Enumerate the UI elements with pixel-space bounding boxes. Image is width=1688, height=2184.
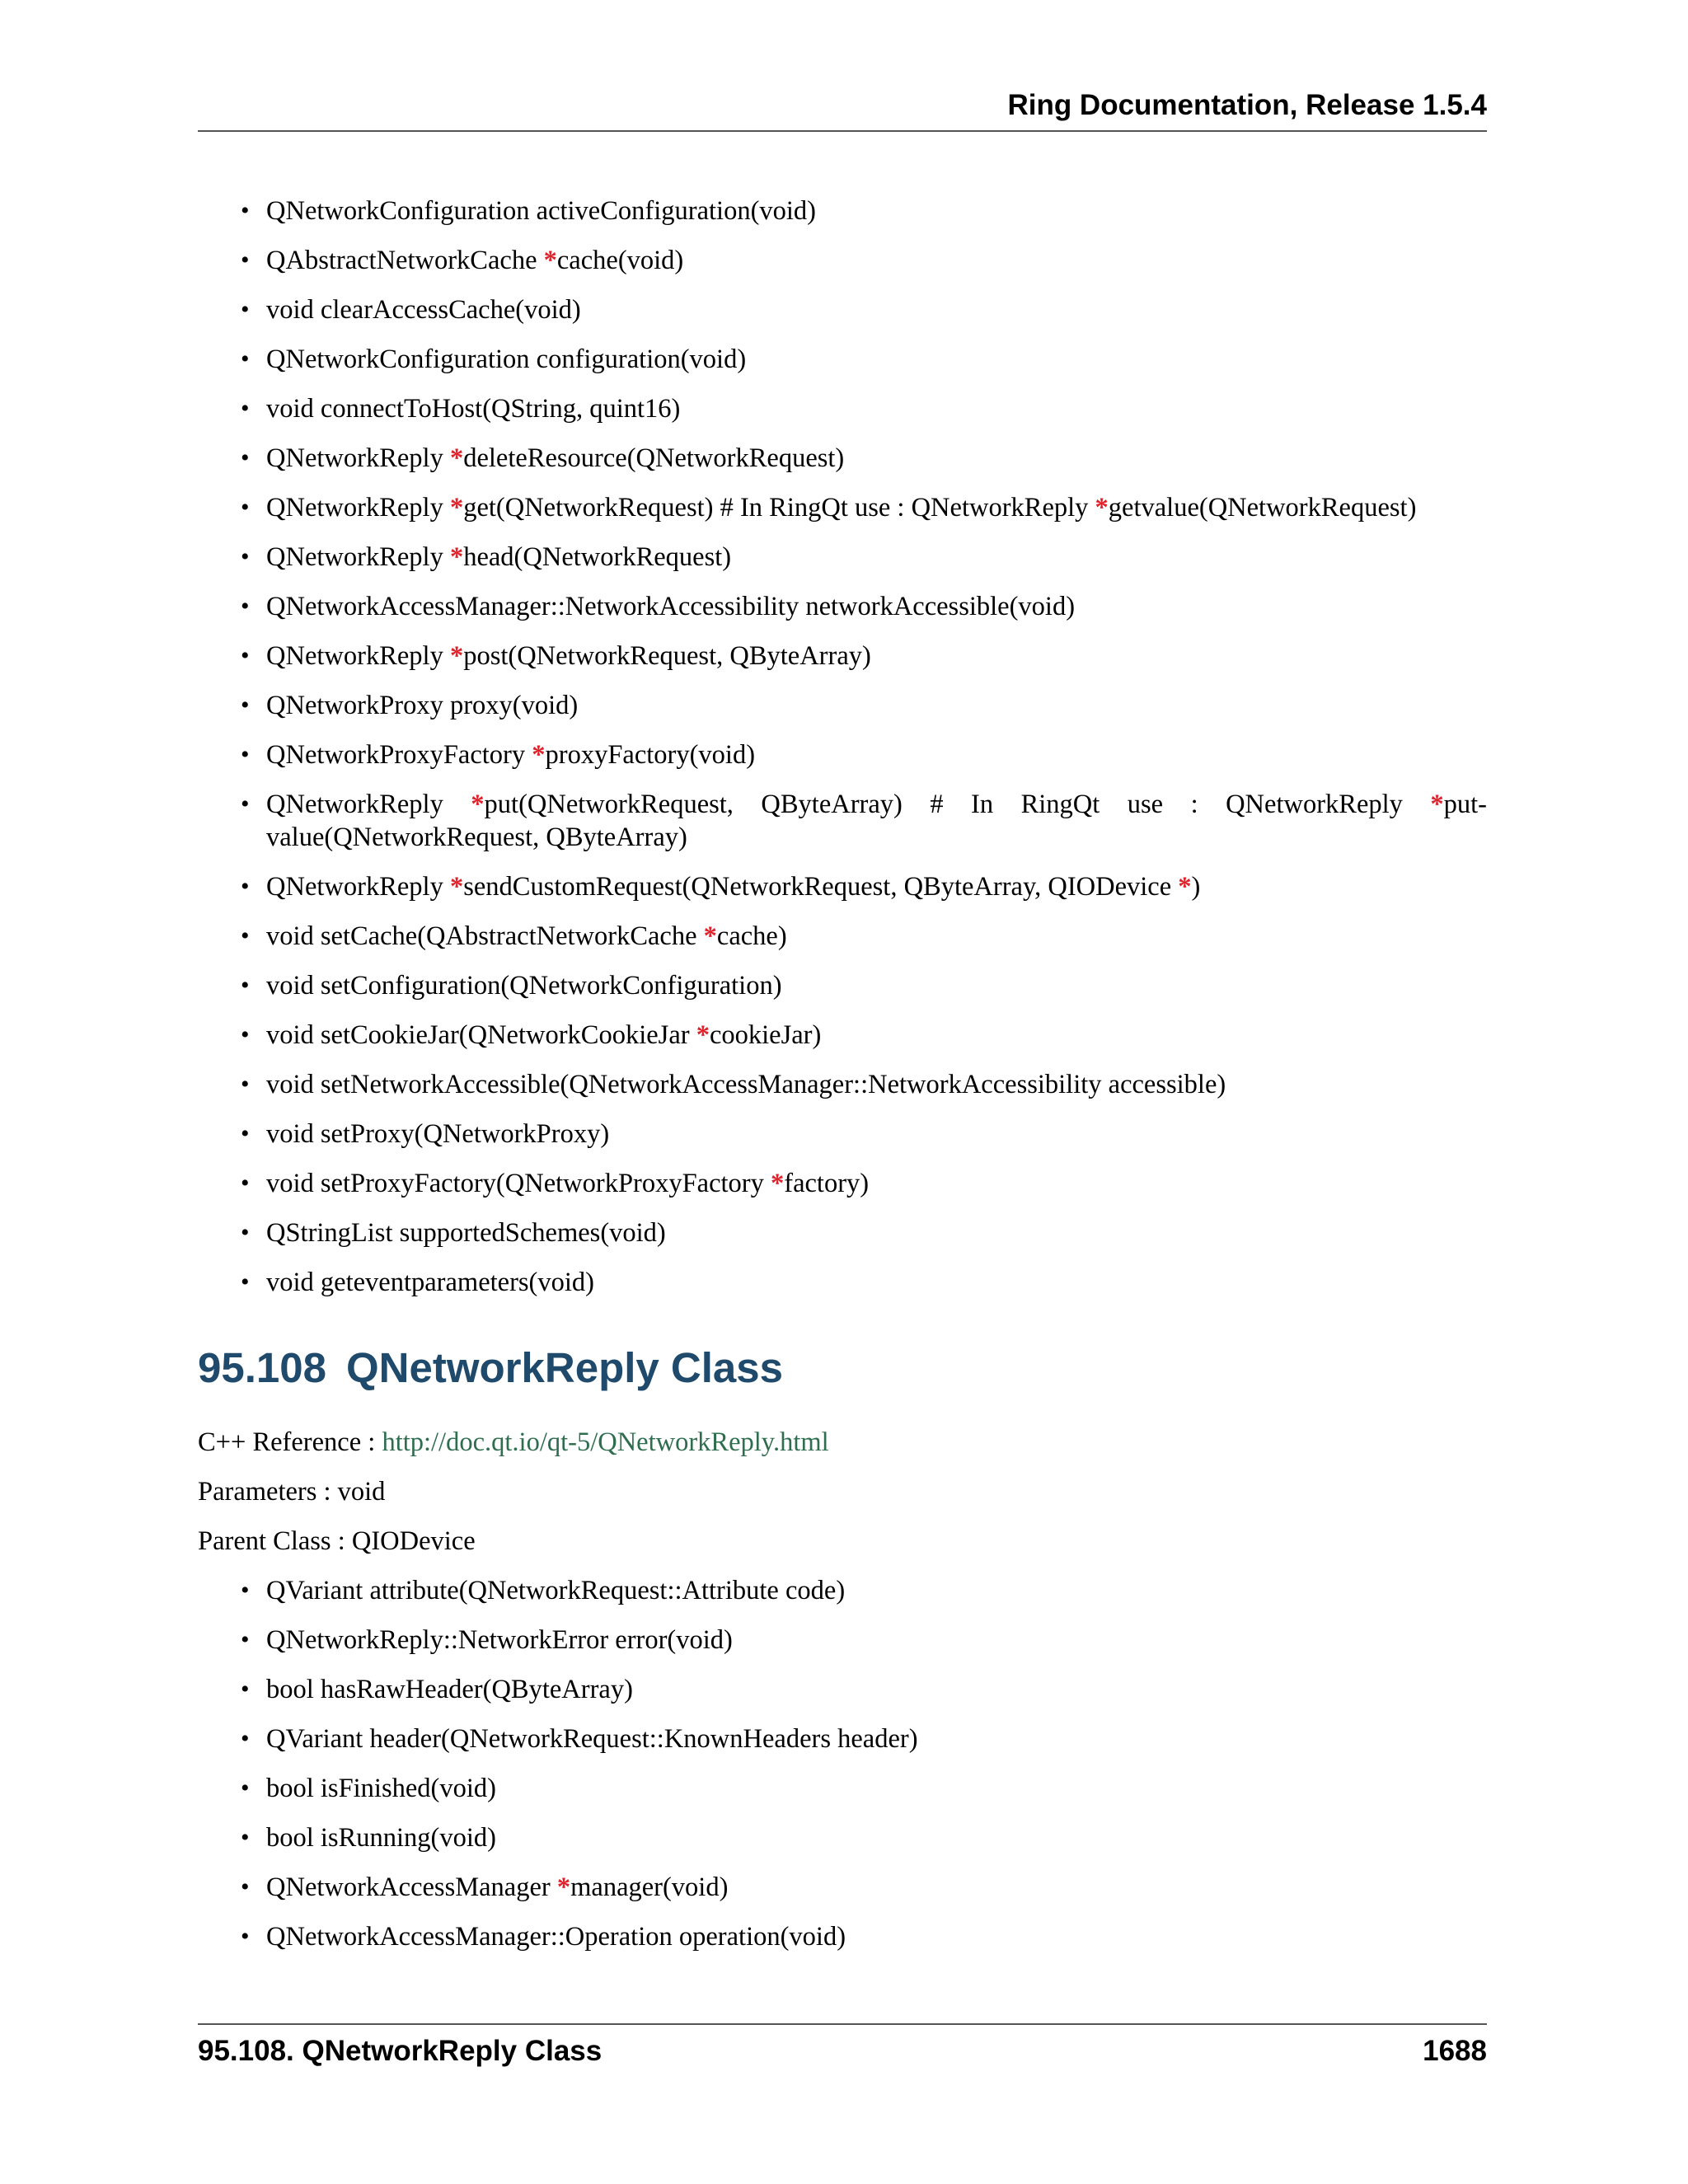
signature-text: QNetworkReply	[266, 641, 450, 671]
signature-text: QNetworkReply	[266, 493, 450, 523]
bullet-icon: •	[241, 494, 250, 521]
list-item	[198, 1722, 1487, 1755]
signature-text: QStringList supportedSchemes(void)	[266, 1218, 666, 1248]
section-heading	[198, 1342, 1487, 1394]
bullet-icon: •	[241, 296, 250, 323]
signature-text: head(QNetworkRequest)	[463, 542, 732, 572]
list-item	[198, 1920, 1487, 1953]
bullet-icon: •	[241, 395, 250, 422]
signature-text: proxyFactory(void)	[545, 740, 756, 770]
signature-text: QNetworkReply::NetworkError error(void)	[266, 1625, 733, 1655]
list-item	[198, 541, 1487, 574]
parent-class-line: Parent Class : QIODevice	[198, 1526, 476, 1556]
pointer-asterisk: *	[1095, 493, 1109, 523]
list-item	[198, 1068, 1487, 1101]
cpp-reference-link[interactable]: http://doc.qt.io/qt-5/QNetworkReply.html	[382, 1427, 829, 1457]
list-item	[198, 293, 1487, 326]
list-item	[198, 1871, 1487, 1904]
signature-text: void setProxy(QNetworkProxy)	[266, 1119, 610, 1149]
list-item	[198, 1624, 1487, 1657]
signature-text: QNetworkConfiguration configuration(void)	[266, 344, 747, 374]
signature-text: QNetworkReply	[266, 790, 471, 819]
pointer-asterisk: *	[703, 921, 717, 951]
footer-section: 95.108. QNetworkReply Class	[198, 2035, 603, 2067]
list-item	[198, 1118, 1487, 1151]
page-content	[198, 194, 1487, 1970]
signature-text: getvalue(QNetworkRequest)	[1108, 493, 1417, 523]
signature-text: bool hasRawHeader(QByteArray)	[266, 1675, 633, 1704]
header-title: Ring Documentation, Release 1.5.4	[1007, 89, 1487, 121]
signature-text: get(QNetworkRequest) # In RingQt use : QNetworkReply	[463, 493, 1095, 523]
signature-text: put(QNetworkRequest, QByteArray) # In RingQt use : QNetworkReply	[484, 790, 1431, 819]
signature-text: void setNetworkAccessible(QNetworkAccessManager::NetworkAccessibility accessible)	[266, 1070, 1226, 1099]
bullet-icon: •	[241, 593, 250, 620]
bullet-icon: •	[241, 543, 250, 570]
pointer-asterisk: *	[449, 542, 464, 572]
bullet-icon: •	[241, 1021, 250, 1048]
pointer-asterisk: *	[449, 641, 464, 671]
list-item	[198, 1772, 1487, 1805]
list-item	[198, 442, 1487, 475]
bullet-icon: •	[241, 1219, 250, 1246]
list-item	[198, 392, 1487, 425]
bullet-icon: •	[241, 1873, 250, 1900]
list-item	[198, 1019, 1487, 1052]
signature-text: put-value(QNetworkRequest, QByteArray)	[266, 790, 1487, 852]
pointer-asterisk: *	[556, 1872, 571, 1902]
list-item	[198, 1574, 1487, 1607]
signature-text: void setCache(QAbstractNetworkCache	[266, 921, 704, 951]
bullet-icon: •	[241, 1268, 250, 1296]
signature-text: deleteResource(QNetworkRequest)	[463, 443, 845, 473]
pointer-asterisk: *	[1178, 872, 1192, 902]
bullet-icon: •	[241, 1824, 250, 1851]
list-item	[198, 194, 1487, 227]
pointer-asterisk: *	[471, 790, 485, 819]
bullet-icon: •	[241, 1071, 250, 1098]
bullet-icon: •	[241, 1725, 250, 1752]
signature-text: cache)	[716, 921, 787, 951]
signature-text: )	[1191, 872, 1201, 902]
bullet-icon: •	[241, 345, 250, 373]
bullet-icon: •	[241, 1675, 250, 1703]
list-item	[198, 491, 1487, 524]
signature-text: QNetworkConfiguration activeConfiguration(void)	[266, 196, 816, 226]
list-item	[198, 590, 1487, 623]
list-item	[198, 1266, 1487, 1299]
bullet-icon: •	[241, 197, 250, 224]
method-list-qnetworkreply	[198, 1574, 1487, 1953]
signature-text: void setProxyFactory(QNetworkProxyFactory	[266, 1169, 771, 1198]
list-item	[198, 640, 1487, 673]
signature-text: QAbstractNetworkCache	[266, 246, 544, 275]
bullet-icon: •	[241, 790, 250, 818]
bullet-icon: •	[241, 922, 250, 949]
list-item	[198, 920, 1487, 953]
bullet-icon: •	[241, 1120, 250, 1147]
signature-text: QNetworkReply	[266, 542, 450, 572]
pointer-asterisk: *	[543, 246, 557, 275]
list-item	[198, 343, 1487, 376]
pointer-asterisk: *	[532, 740, 546, 770]
signature-text: QNetworkAccessManager::Operation operation(void)	[266, 1922, 846, 1952]
bullet-icon: •	[241, 444, 250, 471]
list-item	[198, 1673, 1487, 1706]
list-item	[198, 1167, 1487, 1200]
signature-text: bool isRunning(void)	[266, 1823, 496, 1853]
signature-text: factory)	[784, 1169, 870, 1198]
signature-text: QVariant header(QNetworkRequest::KnownHeaders header)	[266, 1724, 918, 1754]
signature-text: void clearAccessCache(void)	[266, 295, 581, 325]
signature-text: QNetworkReply	[266, 872, 450, 902]
signature-text: post(QNetworkRequest, QByteArray)	[463, 641, 871, 671]
signature-text: QNetworkReply	[266, 443, 450, 473]
method-list-qnetworkaccessmanager	[198, 194, 1487, 1299]
signature-text: cache(void)	[556, 246, 684, 275]
pointer-asterisk: *	[1430, 790, 1444, 819]
signature-text: void setCookieJar(QNetworkCookieJar	[266, 1020, 696, 1050]
running-footer	[198, 2023, 1487, 2074]
pointer-asterisk: *	[449, 493, 464, 523]
cpp-reference-label: C++ Reference :	[198, 1427, 382, 1457]
signature-text: QNetworkProxy proxy(void)	[266, 691, 579, 720]
signature-text: QVariant attribute(QNetworkRequest::Attribute code)	[266, 1576, 846, 1605]
signature-text: void setConfiguration(QNetworkConfiguration)	[266, 971, 782, 1001]
bullet-icon: •	[241, 1923, 250, 1950]
list-item	[198, 1216, 1487, 1249]
signature-text: sendCustomRequest(QNetworkRequest, QByteArray, QIODevice	[463, 872, 1179, 902]
page-number: 1688	[1423, 2035, 1487, 2067]
bullet-icon: •	[241, 873, 250, 900]
signature-text: void geteventparameters(void)	[266, 1268, 594, 1297]
list-item	[198, 788, 1487, 854]
section-title-text: QNetworkReply Class	[346, 1344, 784, 1391]
signature-text: QNetworkAccessManager	[266, 1872, 557, 1902]
pointer-asterisk: *	[449, 872, 464, 902]
pointer-asterisk: *	[449, 443, 464, 473]
list-item	[198, 689, 1487, 722]
list-item	[198, 870, 1487, 903]
pointer-asterisk: *	[696, 1020, 710, 1050]
signature-text: manager(void)	[570, 1872, 729, 1902]
bullet-icon: •	[241, 691, 250, 719]
bullet-icon: •	[241, 1626, 250, 1653]
bullet-icon: •	[241, 1577, 250, 1604]
parameters-line: Parameters : void	[198, 1477, 386, 1507]
signature-text: cookieJar)	[709, 1020, 822, 1050]
bullet-icon: •	[241, 1169, 250, 1197]
signature-text: void connectToHost(QString, quint16)	[266, 394, 681, 424]
list-item	[198, 244, 1487, 277]
signature-text: bool isFinished(void)	[266, 1774, 496, 1803]
signature-text: QNetworkProxyFactory	[266, 740, 532, 770]
bullet-icon: •	[241, 972, 250, 999]
cpp-reference	[198, 1426, 1487, 1459]
signature-text: QNetworkAccessManager::NetworkAccessibility networkAccessible(void)	[266, 592, 1076, 621]
list-item	[198, 738, 1487, 771]
list-item	[198, 969, 1487, 1002]
bullet-icon: •	[241, 1774, 250, 1802]
bullet-icon: •	[241, 741, 250, 768]
running-header	[198, 89, 1487, 132]
bullet-icon: •	[241, 642, 250, 669]
pointer-asterisk: *	[771, 1169, 785, 1198]
bullet-icon: •	[241, 246, 250, 274]
list-item	[198, 1821, 1487, 1854]
section-number: 95.108	[198, 1344, 326, 1391]
